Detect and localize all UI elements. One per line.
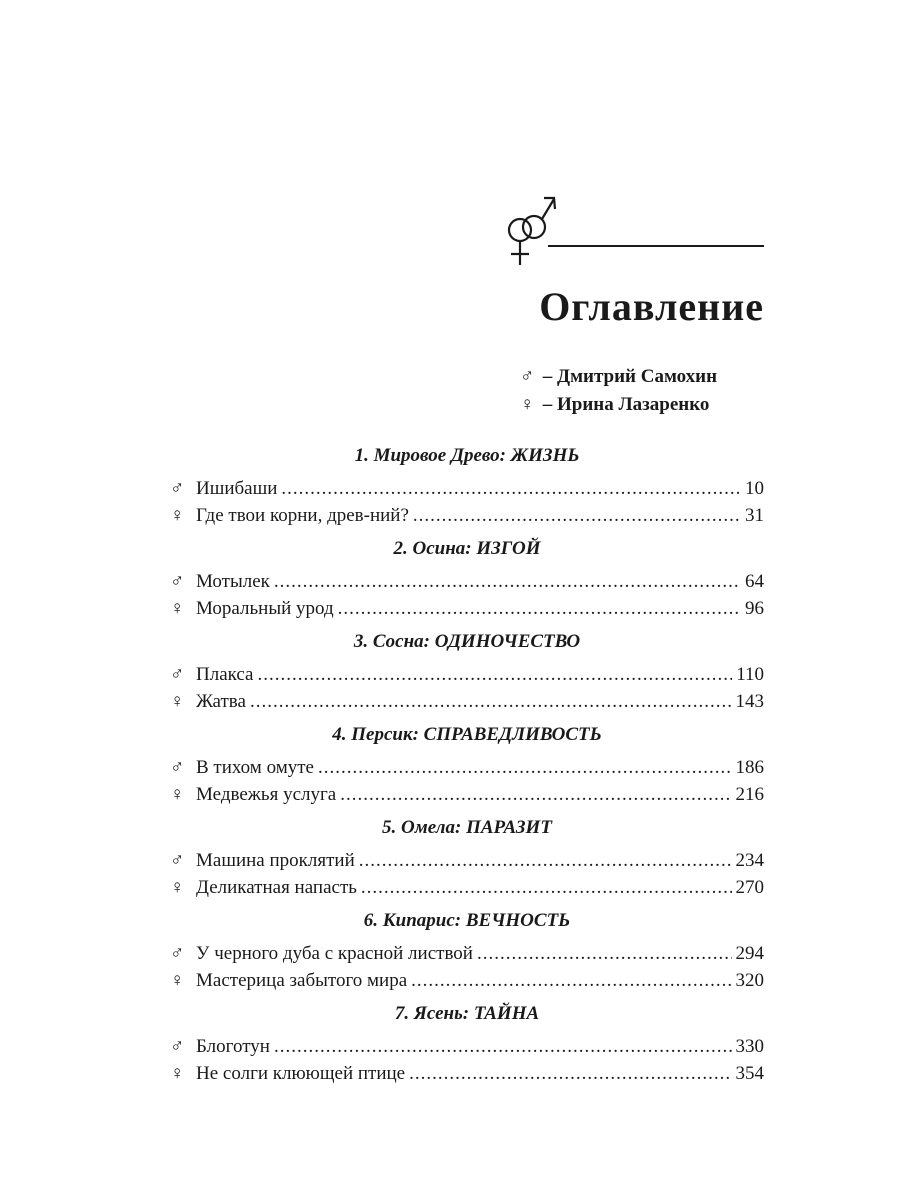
toc-section [170,808,764,901]
page-number: 110 [736,664,764,685]
toc-entry[interactable] [170,755,764,782]
entry-title: Плакса [196,664,254,685]
entry-title: Блоготун [196,1036,270,1057]
section-title: 4. Персик: СПРАВЕДЛИВОСТЬ [332,724,602,745]
dot-leader [359,848,732,875]
legend-row-female [520,391,717,419]
page-number: 31 [745,504,764,526]
page-number: 143 [735,690,764,712]
dot-leader [411,968,731,995]
toc-entry[interactable] [170,476,764,503]
page-number: 10 [745,478,764,499]
male-symbol-icon: ♂ [170,943,185,964]
page-number: 96 [745,597,764,619]
dot-leader [274,1034,732,1061]
header-rule [548,245,764,247]
female-symbol-icon: ♀ [170,690,185,712]
section-title: 6. Кипарис: ВЕЧНОСТЬ [363,910,571,931]
author-legend [520,363,717,419]
toc-section [170,622,764,715]
page-number: 216 [735,783,764,805]
toc-entry[interactable] [170,941,764,968]
toc-entry[interactable] [170,968,764,995]
dot-leader [274,569,741,596]
male-symbol-icon: ♂ [520,366,535,387]
toc-section [170,715,764,808]
page-title: Оглавление [539,284,764,329]
toc-entry[interactable] [170,503,764,530]
dot-leader [250,689,732,716]
section-title: 3. Сосна: ОДИНОЧЕСТВО [353,631,581,652]
male-symbol-icon: ♂ [170,571,185,592]
toc-entry[interactable] [170,1034,764,1061]
male-symbol-icon: ♂ [170,757,185,778]
male-symbol-icon: ♂ [170,850,185,871]
toc-section [170,529,764,622]
page-number: 234 [735,850,764,871]
toc-section [170,994,764,1087]
page-number: 330 [735,1036,764,1057]
dot-leader [340,782,731,809]
male-symbol-icon: ♂ [170,478,185,499]
entry-title: Деликатная напасть [196,876,357,898]
entry-title: Медвежья услуга [196,783,337,805]
dot-leader [338,596,741,623]
section-title: 7. Ясень: ТАЙНА [394,1003,540,1024]
male-symbol-icon: ♂ [170,664,185,685]
entry-title: Ишибаши [196,478,278,499]
toc-entry[interactable] [170,848,764,875]
male-symbol-icon: ♂ [170,1036,185,1057]
toc-entry[interactable] [170,1061,764,1088]
entry-title: Где твои корни, древ-ний? [196,504,409,526]
dot-leader [281,476,741,503]
female-symbol-icon: ♀ [170,783,185,805]
gender-symbols-icon [500,190,570,270]
toc-entry[interactable] [170,662,764,689]
page-number: 64 [745,571,764,592]
female-symbol-icon: ♀ [170,597,185,619]
legend-author-male: – Дмитрий Самохин [542,366,718,387]
female-symbol-icon: ♀ [170,969,185,991]
entry-title: Моральный урод [196,597,334,619]
legend-author-female: – Ирина Лазаренко [542,394,710,415]
page-number: 186 [735,757,764,778]
female-symbol-icon: ♀ [170,1062,185,1084]
table-of-contents [170,436,764,1087]
page-number: 270 [735,876,764,898]
section-title: 2. Осина: ИЗГОЙ [393,538,541,559]
page-number: 294 [735,943,764,964]
dot-leader [413,503,741,530]
entry-title: В тихом омуте [196,757,314,778]
female-symbol-icon: ♀ [170,876,185,898]
toc-section [170,436,764,529]
entry-title: У черного дуба с красной листвой [196,943,473,964]
entry-title: Мотылек [196,571,270,592]
section-title: 1. Мировое Древо: ЖИЗНЬ [354,445,580,466]
entry-title: Машина проклятий [196,850,355,871]
entry-title: Мастерица забытого мира [196,969,408,991]
toc-section [170,901,764,994]
legend-row-male [520,363,717,391]
toc-entry[interactable] [170,782,764,809]
dot-leader [318,755,732,782]
toc-entry[interactable] [170,596,764,623]
toc-entry[interactable] [170,875,764,902]
dot-leader [361,875,732,902]
entry-title: Жатва [196,690,246,712]
page-number: 320 [735,969,764,991]
page-number: 354 [735,1062,764,1084]
female-symbol-icon: ♀ [520,394,535,415]
toc-entry[interactable] [170,689,764,716]
dot-leader [409,1061,731,1088]
female-symbol-icon: ♀ [170,504,185,526]
entry-title: Не солги клюющей птице [196,1062,406,1084]
dot-leader [258,662,733,689]
dot-leader [477,941,732,968]
toc-entry[interactable] [170,569,764,596]
section-title: 5. Омела: ПАРАЗИТ [382,817,552,838]
